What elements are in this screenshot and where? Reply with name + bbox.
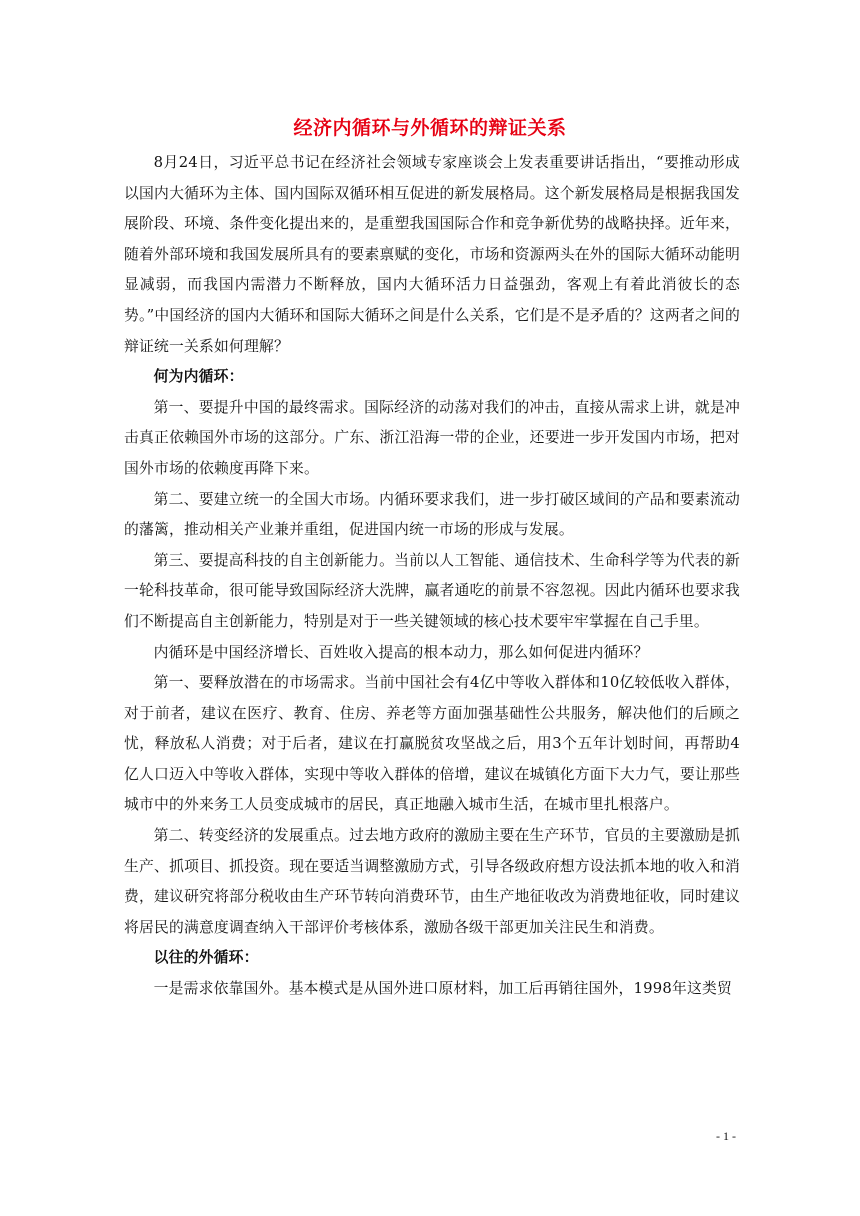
section-heading-external-circulation: 以往的外循环： <box>153 949 259 967</box>
paragraph-question: 内循环是中国经济增长、百姓收入提高的根本动力，那么如何促进内循环？ <box>153 643 649 661</box>
paragraph-external-1: 一是需求依靠国外。基本模式是从国外进口原材料，加工后再销往国外，1998年这类贸 <box>153 980 732 998</box>
paragraph-point-1: 第一、要提升中国的最终需求。国际经济的动荡对我们的冲击，直接从需求上讲，就是冲击真正依赖国外市场的这部分。广东、浙江沿海一带的企业，还要进一步开发国内市场，把对国外市场的依赖度再降下来。 <box>124 398 740 477</box>
section-heading-internal-circulation: 何为内循环： <box>153 368 244 386</box>
paragraph-point-3: 第三、要提高科技的自主创新能力。当前以人工智能、通信技术、生命科学等为代表的新一轮科技革命，很可能导致国际经济大洗牌，赢者通吃的前景不容忽视。因此内循环也要求我们不断提高自主创新能力，特别是对于一些关键领域的核心技术要牢牢掌握在自己手里。 <box>124 551 740 630</box>
paragraph-measure-2: 第二、转变经济的发展重点。过去地方政府的激励主要在生产环节，官员的主要激励是抓生产、抓项目、抓投资。现在要适当调整激励方式，引导各级政府想方设法抓本地的收入和消费，建议研究将部分税收由生产环节转向消费环节，由生产地征收改为消费地征收，同时建议将居民的满意度调查纳入干部评价考核体系，激励各级干部更加关注民生和消费。 <box>124 827 740 936</box>
page-number: - 1 - <box>716 1129 736 1143</box>
paragraph-measure-1: 第一、要释放潜在的市场需求。当前中国社会有4亿中等收入群体和10亿较低收入群体，对于前者，建议在医疗、教育、住房、养老等方面加强基础性公共服务，解决他们的后顾之忧，释放私人消费；对于后者，建议在打赢脱贫攻坚战之后，用3个五年计划时间，再帮助4亿人口迈入中等收入群体，实现中等收入群体的倍增，建议在城镇化方面下大力气，要让那些城市中的外来务工人员变成城市的居民，真正地融入城市生活，在城市里扎根落户。 <box>124 674 740 814</box>
document-body <box>124 148 740 1005</box>
intro-paragraph: 8月24日，习近平总书记在经济社会领域专家座谈会上发表重要讲话指出，“要推动形成以国内大循环为主体、国内国际双循环相互促进的新发展格局。这个新发展格局是根据我国发展阶段、环境、条件变化提出来的，是重塑我国国际合作和竞争新优势的战略抉择。近年来，随着外部环境和我国发展所具有的要素禀赋的变化，市场和资源两头在外的国际大循环动能明显减弱，而我国内需潜力不断释放，国内大循环活力日益强劲，客观上有着此消彼长的态势。”中国经济的国内大循环和国际大循环之间是什么关系，它们是不是矛盾的？这两者之间的辩证统一关系如何理解？ <box>124 154 740 355</box>
paragraph-point-2: 第二、要建立统一的全国大市场。内循环要求我们，进一步打破区域间的产品和要素流动的藩篱，推动相关产业兼并重组，促进国内统一市场的形成与发展。 <box>124 490 740 539</box>
document-title: 经济内循环与外循环的辩证关系 <box>293 117 567 139</box>
